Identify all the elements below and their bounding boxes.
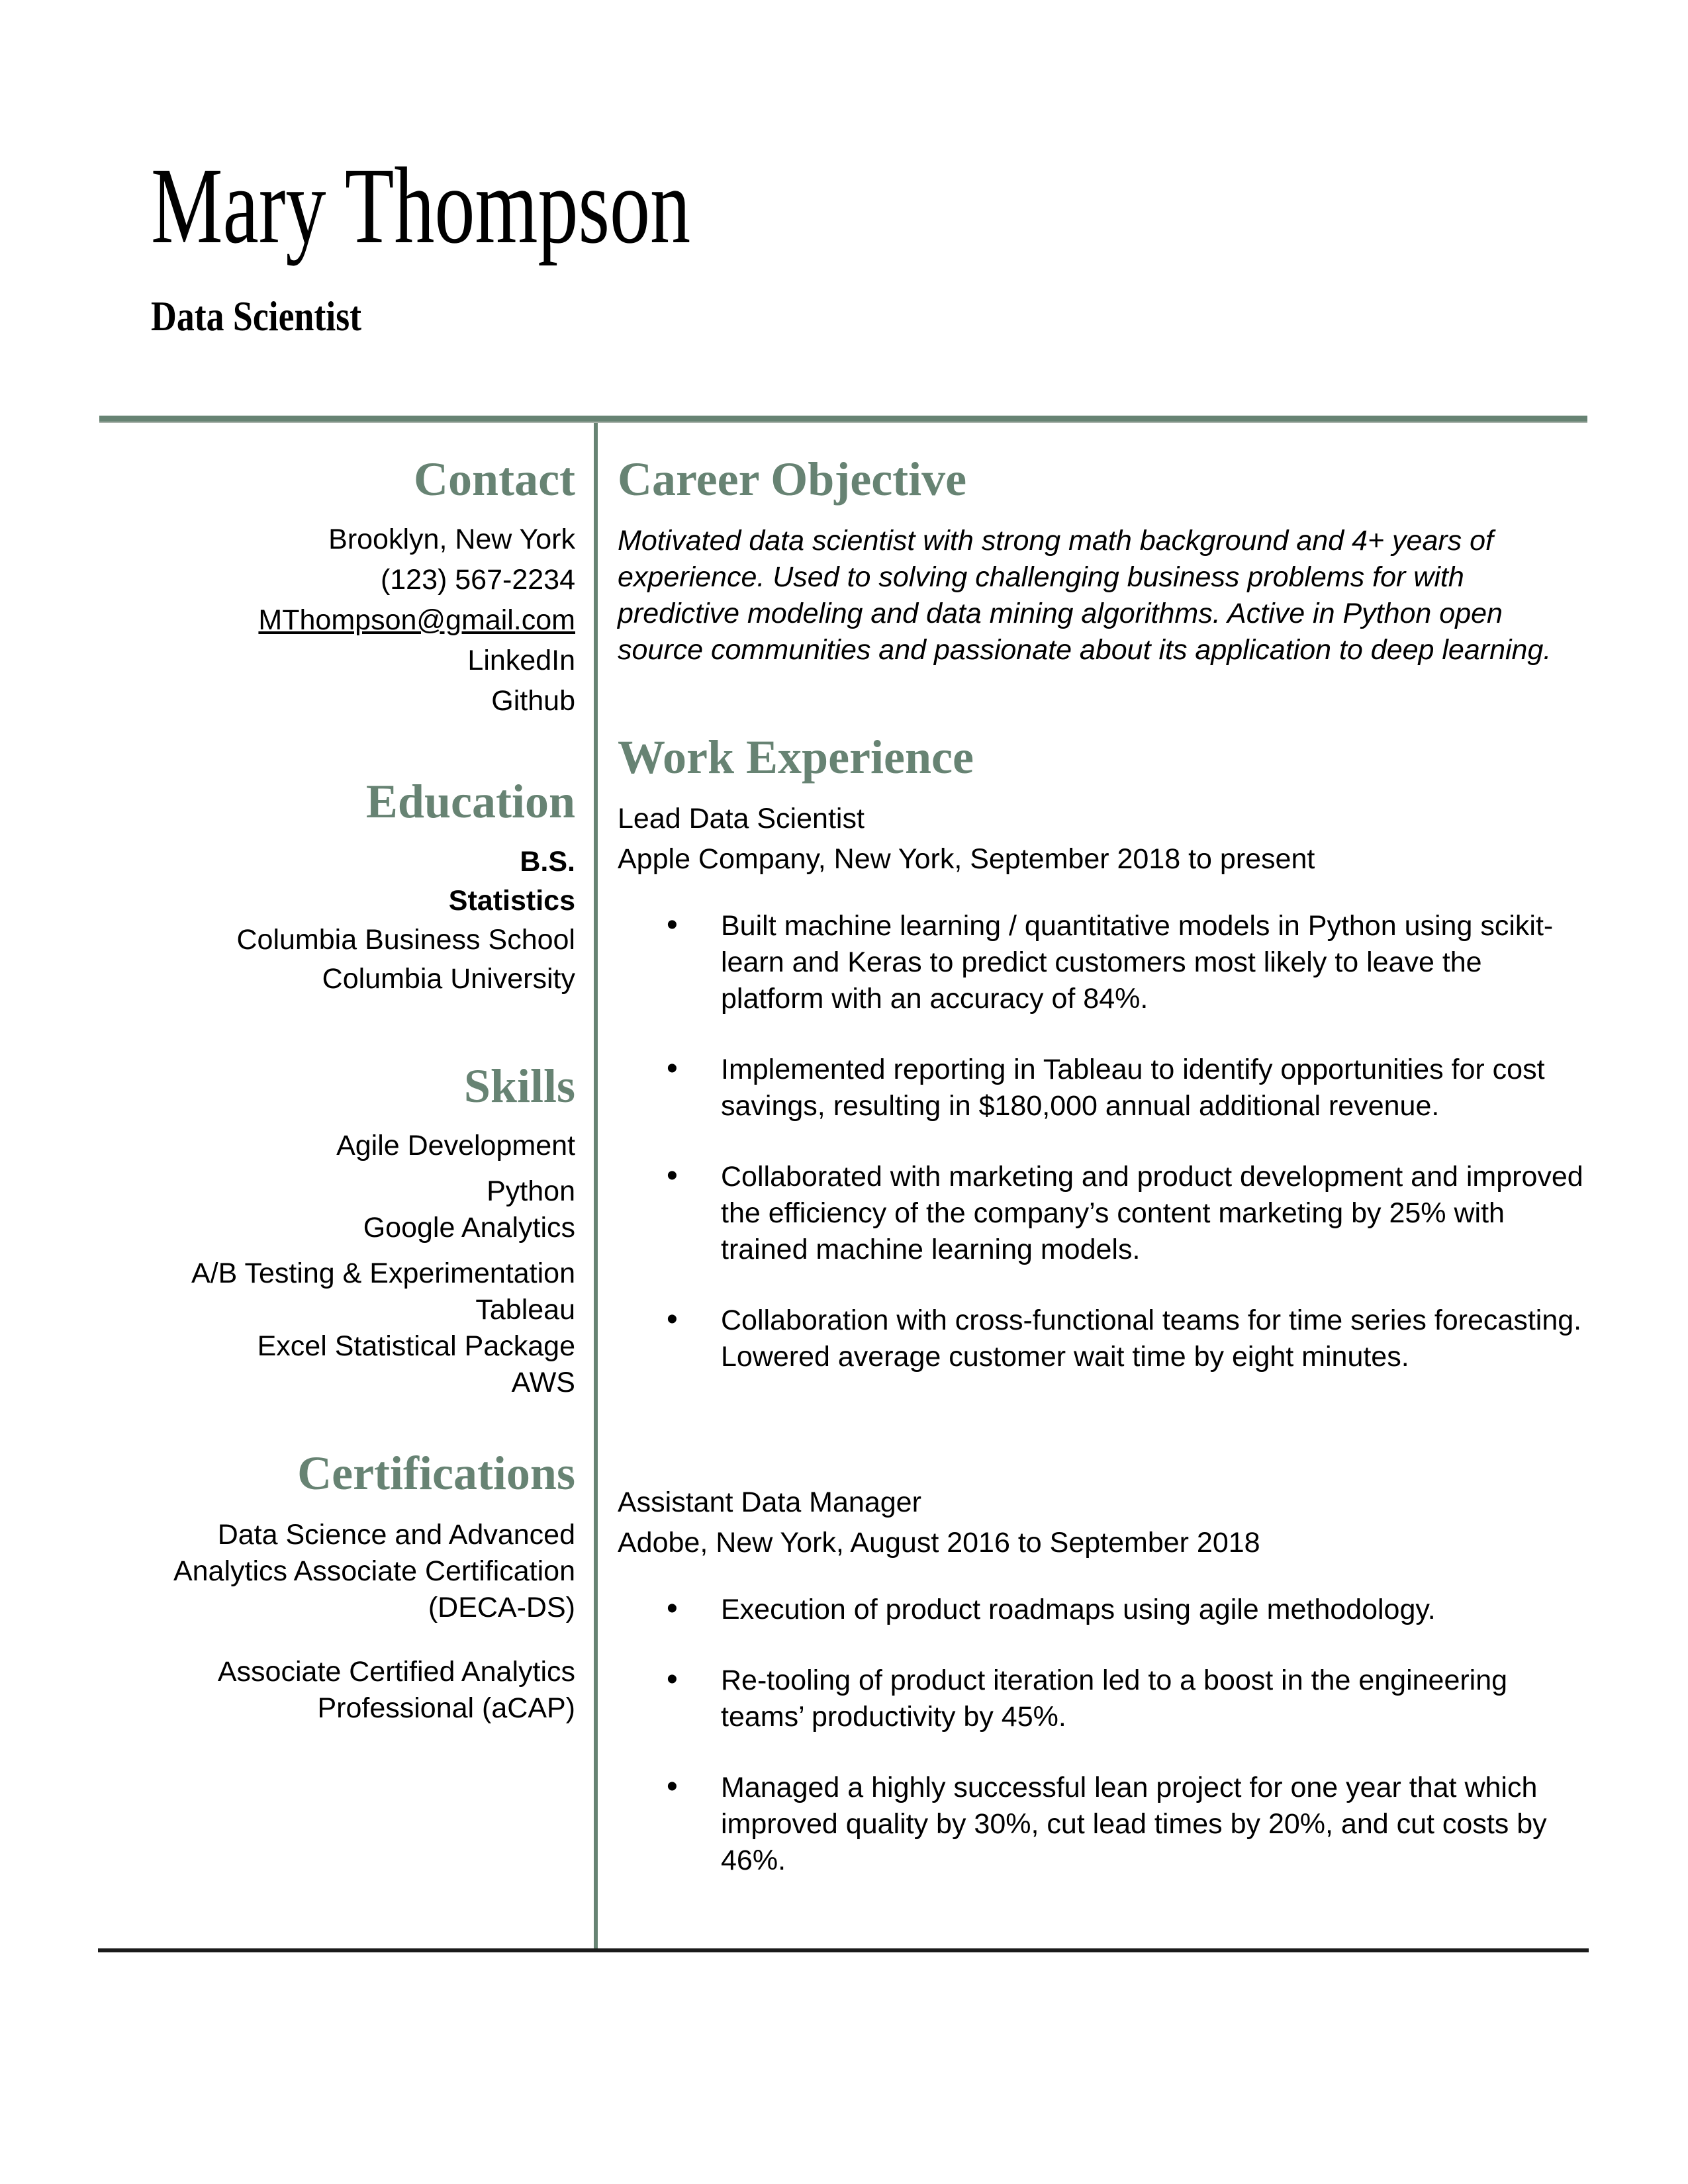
bullet-item: • Managed a highly successful lean project for one year that which improved quality by 30%, cut lead times by 20%, and cut costs by 46%. [618, 1770, 1589, 1879]
certification-item: Associate Certified Analytics Professional (aCAP) [217, 1655, 575, 1724]
contact-section [152, 453, 575, 719]
header [151, 140, 880, 342]
contact-heading: Contact [414, 453, 575, 506]
skill-item: Agile Development [336, 1129, 575, 1161]
contact-phone: (123) 567-2234 [380, 564, 575, 596]
work-experience-section [618, 731, 1589, 1879]
education-heading: Education [365, 775, 575, 829]
job-meta: Apple Company, New York, September 2018 to present [618, 843, 1315, 876]
skill-item: Python [487, 1175, 575, 1207]
job-bullets [618, 1592, 1589, 1879]
bullet-item: • Execution of product roadmaps using agile methodology. [618, 1592, 1589, 1628]
work-experience-heading: Work Experience [618, 731, 974, 784]
jobs-list [618, 801, 1589, 1879]
certifications-heading: Certifications [297, 1446, 575, 1500]
skill-item: Google Analytics [363, 1211, 575, 1244]
bullet-item: • Collaborated with marketing and product development and improved the efficiency of the company’s content marketing by 25% with trained machine learning models. [618, 1159, 1589, 1268]
main-content [594, 423, 1589, 1948]
content-columns [99, 423, 1589, 1948]
job-entry [618, 1484, 1589, 1879]
career-objective-text: Motivated data scientist with strong math background and 4+ years of experience. Used to solving challenging business problems for with predictive modeling and data mining algorithms. Active in Python open source communities and passionate about its application to deep learning. [618, 525, 1552, 666]
skills-section [152, 1060, 575, 1400]
bullet-item: • Implemented reporting in Tableau to identify opportunities for cost savings, resulting in $180,000 annual additional revenue. [618, 1052, 1589, 1124]
person-name: Mary Thompson [151, 145, 691, 266]
bullet-item: • Re-tooling of product iteration led to a boost in the engineering teams’ productivity by 45%. [618, 1662, 1589, 1735]
contact-email-link[interactable]: MThompson@gmail.com [258, 604, 575, 637]
certifications-section [152, 1447, 575, 1727]
education-school: Columbia Business School [236, 924, 575, 956]
job-title: Lead Data Scientist [618, 803, 865, 835]
bullet-item: • Collaboration with cross-functional teams for time series forecasting. Lowered average customer wait time by eight minutes. [618, 1302, 1589, 1375]
skills-heading: Skills [463, 1060, 575, 1113]
job-entry [618, 801, 1589, 1375]
skills-list [152, 1128, 575, 1401]
skill-item: AWS [511, 1366, 575, 1398]
education-section [152, 776, 575, 997]
career-objective-heading: Career Objective [618, 453, 967, 506]
job-meta: Adobe, New York, August 2016 to September 2018 [618, 1527, 1260, 1559]
bullet-item: • Built machine learning / quantitative models in Python using scikit-learn and Keras to predict customers most likely to leave the platform with an accuracy of 84%. [618, 908, 1589, 1017]
top-rule [99, 416, 1587, 423]
education-university: Columbia University [322, 963, 575, 995]
skill-item: A/B Testing & Experimentation [191, 1257, 575, 1289]
skill-item: Tableau [475, 1293, 575, 1326]
contact-location: Brooklyn, New York [328, 523, 575, 556]
sidebar [99, 423, 594, 1948]
job-title: Assistant Data Manager [618, 1486, 921, 1519]
education-major: Statistics [448, 885, 575, 917]
job-bullets [618, 908, 1589, 1375]
contact-github-link[interactable]: Github [491, 685, 575, 717]
person-title: Data Scientist [151, 293, 362, 340]
skill-item: Excel Statistical Package [257, 1330, 575, 1362]
certification-item: Data Science and Advanced Analytics Associate Certification (DECA-DS) [173, 1518, 575, 1623]
bottom-rule [98, 1948, 1589, 1952]
contact-linkedin-link[interactable]: LinkedIn [467, 645, 575, 677]
education-degree: B.S. [520, 846, 575, 878]
certifications-list [152, 1517, 575, 1727]
career-objective-section [618, 453, 1589, 668]
